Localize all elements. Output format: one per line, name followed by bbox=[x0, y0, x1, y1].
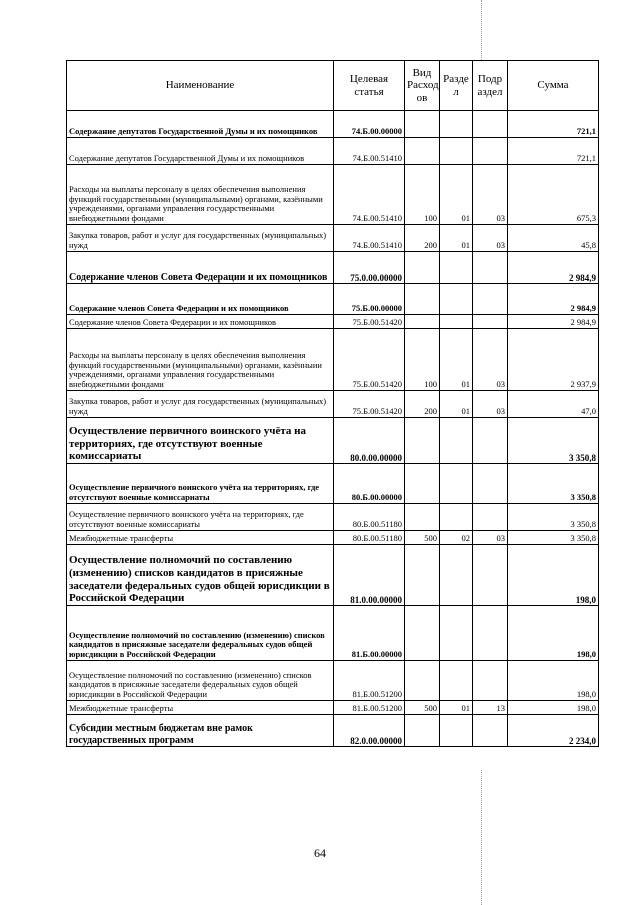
cell-amount: 198,0 bbox=[508, 701, 599, 715]
cell-expense-type bbox=[405, 606, 440, 661]
cell-name: Содержание депутатов Государственной Думы и их помощников bbox=[67, 138, 334, 165]
cell-expense-type bbox=[405, 284, 440, 315]
table-row bbox=[67, 464, 599, 504]
header-target: Целевая статья bbox=[334, 61, 405, 111]
cell-target: 80.Б.00.51180 bbox=[334, 504, 405, 531]
cell-subsection bbox=[473, 111, 508, 138]
table-row bbox=[67, 315, 599, 329]
header-subsection: Подр аздел bbox=[473, 61, 508, 111]
cell-expense-type bbox=[405, 715, 440, 747]
cell-amount: 2 937,9 bbox=[508, 329, 599, 391]
cell-subsection bbox=[473, 252, 508, 284]
cell-expense-type bbox=[405, 315, 440, 329]
cell-amount: 2 984,9 bbox=[508, 252, 599, 284]
table-row bbox=[67, 165, 599, 225]
cell-section: 01 bbox=[440, 329, 473, 391]
cell-subsection: 03 bbox=[473, 165, 508, 225]
cell-amount: 675,3 bbox=[508, 165, 599, 225]
cell-target: 74.Б.00.51410 bbox=[334, 225, 405, 252]
cell-target: 81.Б.00.00000 bbox=[334, 606, 405, 661]
cell-subsection: 03 bbox=[473, 531, 508, 545]
header-section: Разде л bbox=[440, 61, 473, 111]
cell-name: Содержание членов Совета Федерации и их помощников bbox=[67, 252, 334, 284]
cell-expense-type: 500 bbox=[405, 531, 440, 545]
cell-target: 81.Б.00.51200 bbox=[334, 661, 405, 701]
table-header-row bbox=[67, 61, 599, 111]
cell-section bbox=[440, 138, 473, 165]
cell-amount: 2 984,9 bbox=[508, 284, 599, 315]
cell-expense-type bbox=[405, 661, 440, 701]
header-amount: Сумма bbox=[508, 61, 599, 111]
cell-target: 74.Б.00.51410 bbox=[334, 138, 405, 165]
cell-section: 02 bbox=[440, 531, 473, 545]
table-row bbox=[67, 418, 599, 464]
cell-name: Осуществление первичного воинского учёта на территориях, где отсутствуют военные комиссариаты bbox=[67, 464, 334, 504]
cell-expense-type: 100 bbox=[405, 329, 440, 391]
table-row bbox=[67, 391, 599, 418]
cell-expense-type bbox=[405, 418, 440, 464]
cell-amount: 3 350,8 bbox=[508, 418, 599, 464]
cell-target: 75.Б.00.00000 bbox=[334, 284, 405, 315]
cell-name: Осуществление полномочий по составлению (изменению) списков кандидатов в присяжные заседатели федеральных судов общей юрисдикции в Российской Федерации bbox=[67, 661, 334, 701]
cell-subsection bbox=[473, 138, 508, 165]
cell-subsection: 03 bbox=[473, 329, 508, 391]
cell-target: 75.Б.00.51420 bbox=[334, 315, 405, 329]
cell-name: Осуществление полномочий по составлению (изменению) списков кандидатов в присяжные заседатели федеральных судов общей юрисдикции в Российской Федерации bbox=[67, 606, 334, 661]
table-row bbox=[67, 606, 599, 661]
cell-name: Субсидии местным бюджетам вне рамок государственных программ bbox=[67, 715, 334, 747]
cell-section bbox=[440, 252, 473, 284]
cell-expense-type bbox=[405, 138, 440, 165]
table-row bbox=[67, 545, 599, 606]
cell-section: 01 bbox=[440, 225, 473, 252]
cell-name: Закупка товаров, работ и услуг для государственных (муниципальных) нужд bbox=[67, 225, 334, 252]
cell-expense-type bbox=[405, 464, 440, 504]
cell-name: Содержание членов Совета Федерации и их помощников bbox=[67, 284, 334, 315]
cell-amount: 2 234,0 bbox=[508, 715, 599, 747]
cell-subsection: 13 bbox=[473, 701, 508, 715]
cell-subsection bbox=[473, 661, 508, 701]
table-row bbox=[67, 701, 599, 715]
cell-section: 01 bbox=[440, 165, 473, 225]
cell-name: Закупка товаров, работ и услуг для государственных (муниципальных) нужд bbox=[67, 391, 334, 418]
cell-target: 75.Б.00.51420 bbox=[334, 391, 405, 418]
cell-section bbox=[440, 715, 473, 747]
cell-target: 80.Б.00.51180 bbox=[334, 531, 405, 545]
cell-section bbox=[440, 504, 473, 531]
cell-amount: 2 984,9 bbox=[508, 315, 599, 329]
cell-target: 82.0.00.00000 bbox=[334, 715, 405, 747]
table-row bbox=[67, 284, 599, 315]
cell-amount: 47,0 bbox=[508, 391, 599, 418]
cell-section bbox=[440, 464, 473, 504]
table-row bbox=[67, 252, 599, 284]
cell-expense-type: 500 bbox=[405, 701, 440, 715]
cell-subsection: 03 bbox=[473, 225, 508, 252]
cell-section bbox=[440, 418, 473, 464]
cell-subsection bbox=[473, 284, 508, 315]
cell-amount: 198,0 bbox=[508, 661, 599, 701]
cell-section bbox=[440, 606, 473, 661]
cell-expense-type: 200 bbox=[405, 225, 440, 252]
table-row bbox=[67, 661, 599, 701]
cell-amount: 45,8 bbox=[508, 225, 599, 252]
cell-target: 74.Б.00.51410 bbox=[334, 165, 405, 225]
cell-section bbox=[440, 661, 473, 701]
margin-mark-bottom bbox=[481, 770, 482, 905]
table-row bbox=[67, 329, 599, 391]
cell-amount: 721,1 bbox=[508, 138, 599, 165]
cell-section bbox=[440, 111, 473, 138]
cell-section bbox=[440, 315, 473, 329]
cell-name: Содержание депутатов Государственной Думы и их помощников bbox=[67, 111, 334, 138]
cell-name: Осуществление полномочий по составлению (изменению) списков кандидатов в присяжные заседатели федеральных судов общей юрисдикции в Российской Федерации bbox=[67, 545, 334, 606]
cell-subsection bbox=[473, 504, 508, 531]
cell-name: Межбюджетные трансферты bbox=[67, 531, 334, 545]
table-row bbox=[67, 111, 599, 138]
table-row bbox=[67, 531, 599, 545]
table-row bbox=[67, 138, 599, 165]
cell-name: Межбюджетные трансферты bbox=[67, 701, 334, 715]
cell-amount: 198,0 bbox=[508, 545, 599, 606]
cell-subsection bbox=[473, 464, 508, 504]
cell-name: Расходы на выплаты персоналу в целях обеспечения выполнения функций государственными (муниципальными) органами, казёнными учреждениями, органами управления государственными внебюджетными фондами bbox=[67, 165, 334, 225]
cell-section: 01 bbox=[440, 701, 473, 715]
cell-amount: 3 350,8 bbox=[508, 531, 599, 545]
cell-section: 01 bbox=[440, 391, 473, 418]
cell-subsection bbox=[473, 418, 508, 464]
cell-expense-type bbox=[405, 111, 440, 138]
header-name: Наименование bbox=[67, 61, 334, 111]
header-expense-type: Вид Расход ов bbox=[405, 61, 440, 111]
cell-expense-type bbox=[405, 504, 440, 531]
cell-amount: 3 350,8 bbox=[508, 504, 599, 531]
table-row bbox=[67, 504, 599, 531]
cell-name: Расходы на выплаты персоналу в целях обеспечения выполнения функций государственными (муниципальными) органами, казённыии учреждениями, органами управления государственными внебюджетными фондами bbox=[67, 329, 334, 391]
cell-section bbox=[440, 284, 473, 315]
cell-expense-type bbox=[405, 252, 440, 284]
cell-target: 80.0.00.00000 bbox=[334, 418, 405, 464]
cell-subsection bbox=[473, 606, 508, 661]
cell-subsection bbox=[473, 545, 508, 606]
cell-expense-type: 200 bbox=[405, 391, 440, 418]
cell-target: 81.Б.00.51200 bbox=[334, 701, 405, 715]
cell-name: Осуществление первичного воинского учёта на территориях, где отсутствуют военные комиссариаты bbox=[67, 504, 334, 531]
cell-expense-type: 100 bbox=[405, 165, 440, 225]
cell-amount: 3 350,8 bbox=[508, 464, 599, 504]
cell-target: 74.Б.00.00000 bbox=[334, 111, 405, 138]
cell-name: Осуществление первичного воинского учёта на территориях, где отсутствуют военные комиссариаты bbox=[67, 418, 334, 464]
cell-target: 75.0.00.00000 bbox=[334, 252, 405, 284]
cell-section bbox=[440, 545, 473, 606]
cell-target: 80.Б.00.00000 bbox=[334, 464, 405, 504]
page-number: 64 bbox=[314, 846, 326, 860]
cell-amount: 198,0 bbox=[508, 606, 599, 661]
budget-table bbox=[66, 60, 599, 747]
margin-mark-top bbox=[481, 0, 482, 60]
cell-target: 81.0.00.00000 bbox=[334, 545, 405, 606]
cell-expense-type bbox=[405, 545, 440, 606]
cell-subsection bbox=[473, 315, 508, 329]
cell-amount: 721,1 bbox=[508, 111, 599, 138]
table-row bbox=[67, 715, 599, 747]
table-row bbox=[67, 225, 599, 252]
cell-subsection bbox=[473, 715, 508, 747]
cell-name: Содержание членов Совета Федерации и их помощников bbox=[67, 315, 334, 329]
cell-target: 75.Б.00.51420 bbox=[334, 329, 405, 391]
cell-subsection: 03 bbox=[473, 391, 508, 418]
